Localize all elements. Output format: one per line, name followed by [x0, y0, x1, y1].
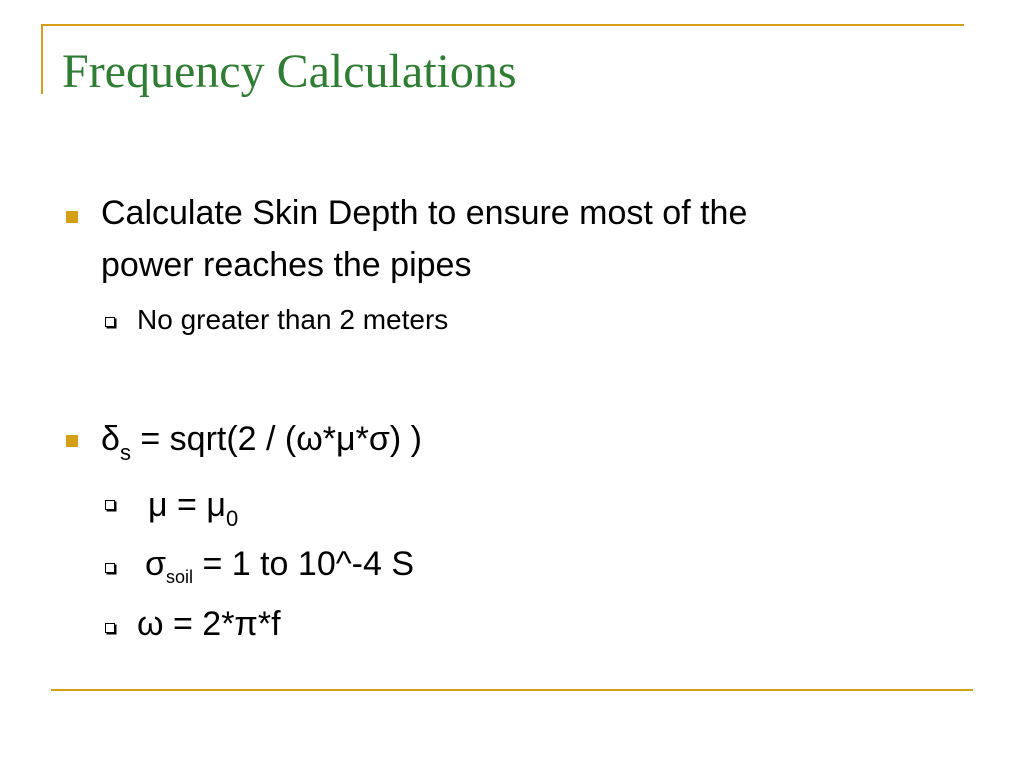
sub-bullet-icon	[105, 563, 115, 573]
bullet-2-formula	[101, 415, 422, 477]
bullet-square-icon	[66, 435, 78, 447]
sub-bullet-icon	[105, 623, 115, 633]
sub-bullet-2-2: $\sigma_{soil} = 1$ to 10^-4 S	[145, 545, 415, 587]
bullet-1-line-2: power reaches the pipes	[101, 246, 472, 284]
bullet-1-line-1: Calculate Skin Depth to ensure most of the	[101, 194, 748, 232]
top-rule	[41, 24, 964, 26]
delta-symbol: δ	[101, 420, 120, 458]
delta-subscript: s	[119, 440, 131, 465]
sub-bullet-2-3: ω = 2*π*f	[137, 605, 281, 643]
formula-rest: = sqrt(2 / (ω*μ*σ) )	[130, 420, 422, 458]
slide-title: Frequency Calculations	[62, 45, 517, 98]
sub-bullet-2-1: $\mu = \mu_0$	[148, 486, 239, 531]
sub-bullet-icon	[105, 317, 115, 327]
left-rule	[41, 24, 43, 94]
sub-bullet-1-1: No greater than 2 meters	[137, 304, 449, 335]
sub-bullet-icon	[105, 500, 115, 510]
bottom-rule	[51, 689, 973, 691]
bullet-square-icon	[66, 211, 78, 223]
